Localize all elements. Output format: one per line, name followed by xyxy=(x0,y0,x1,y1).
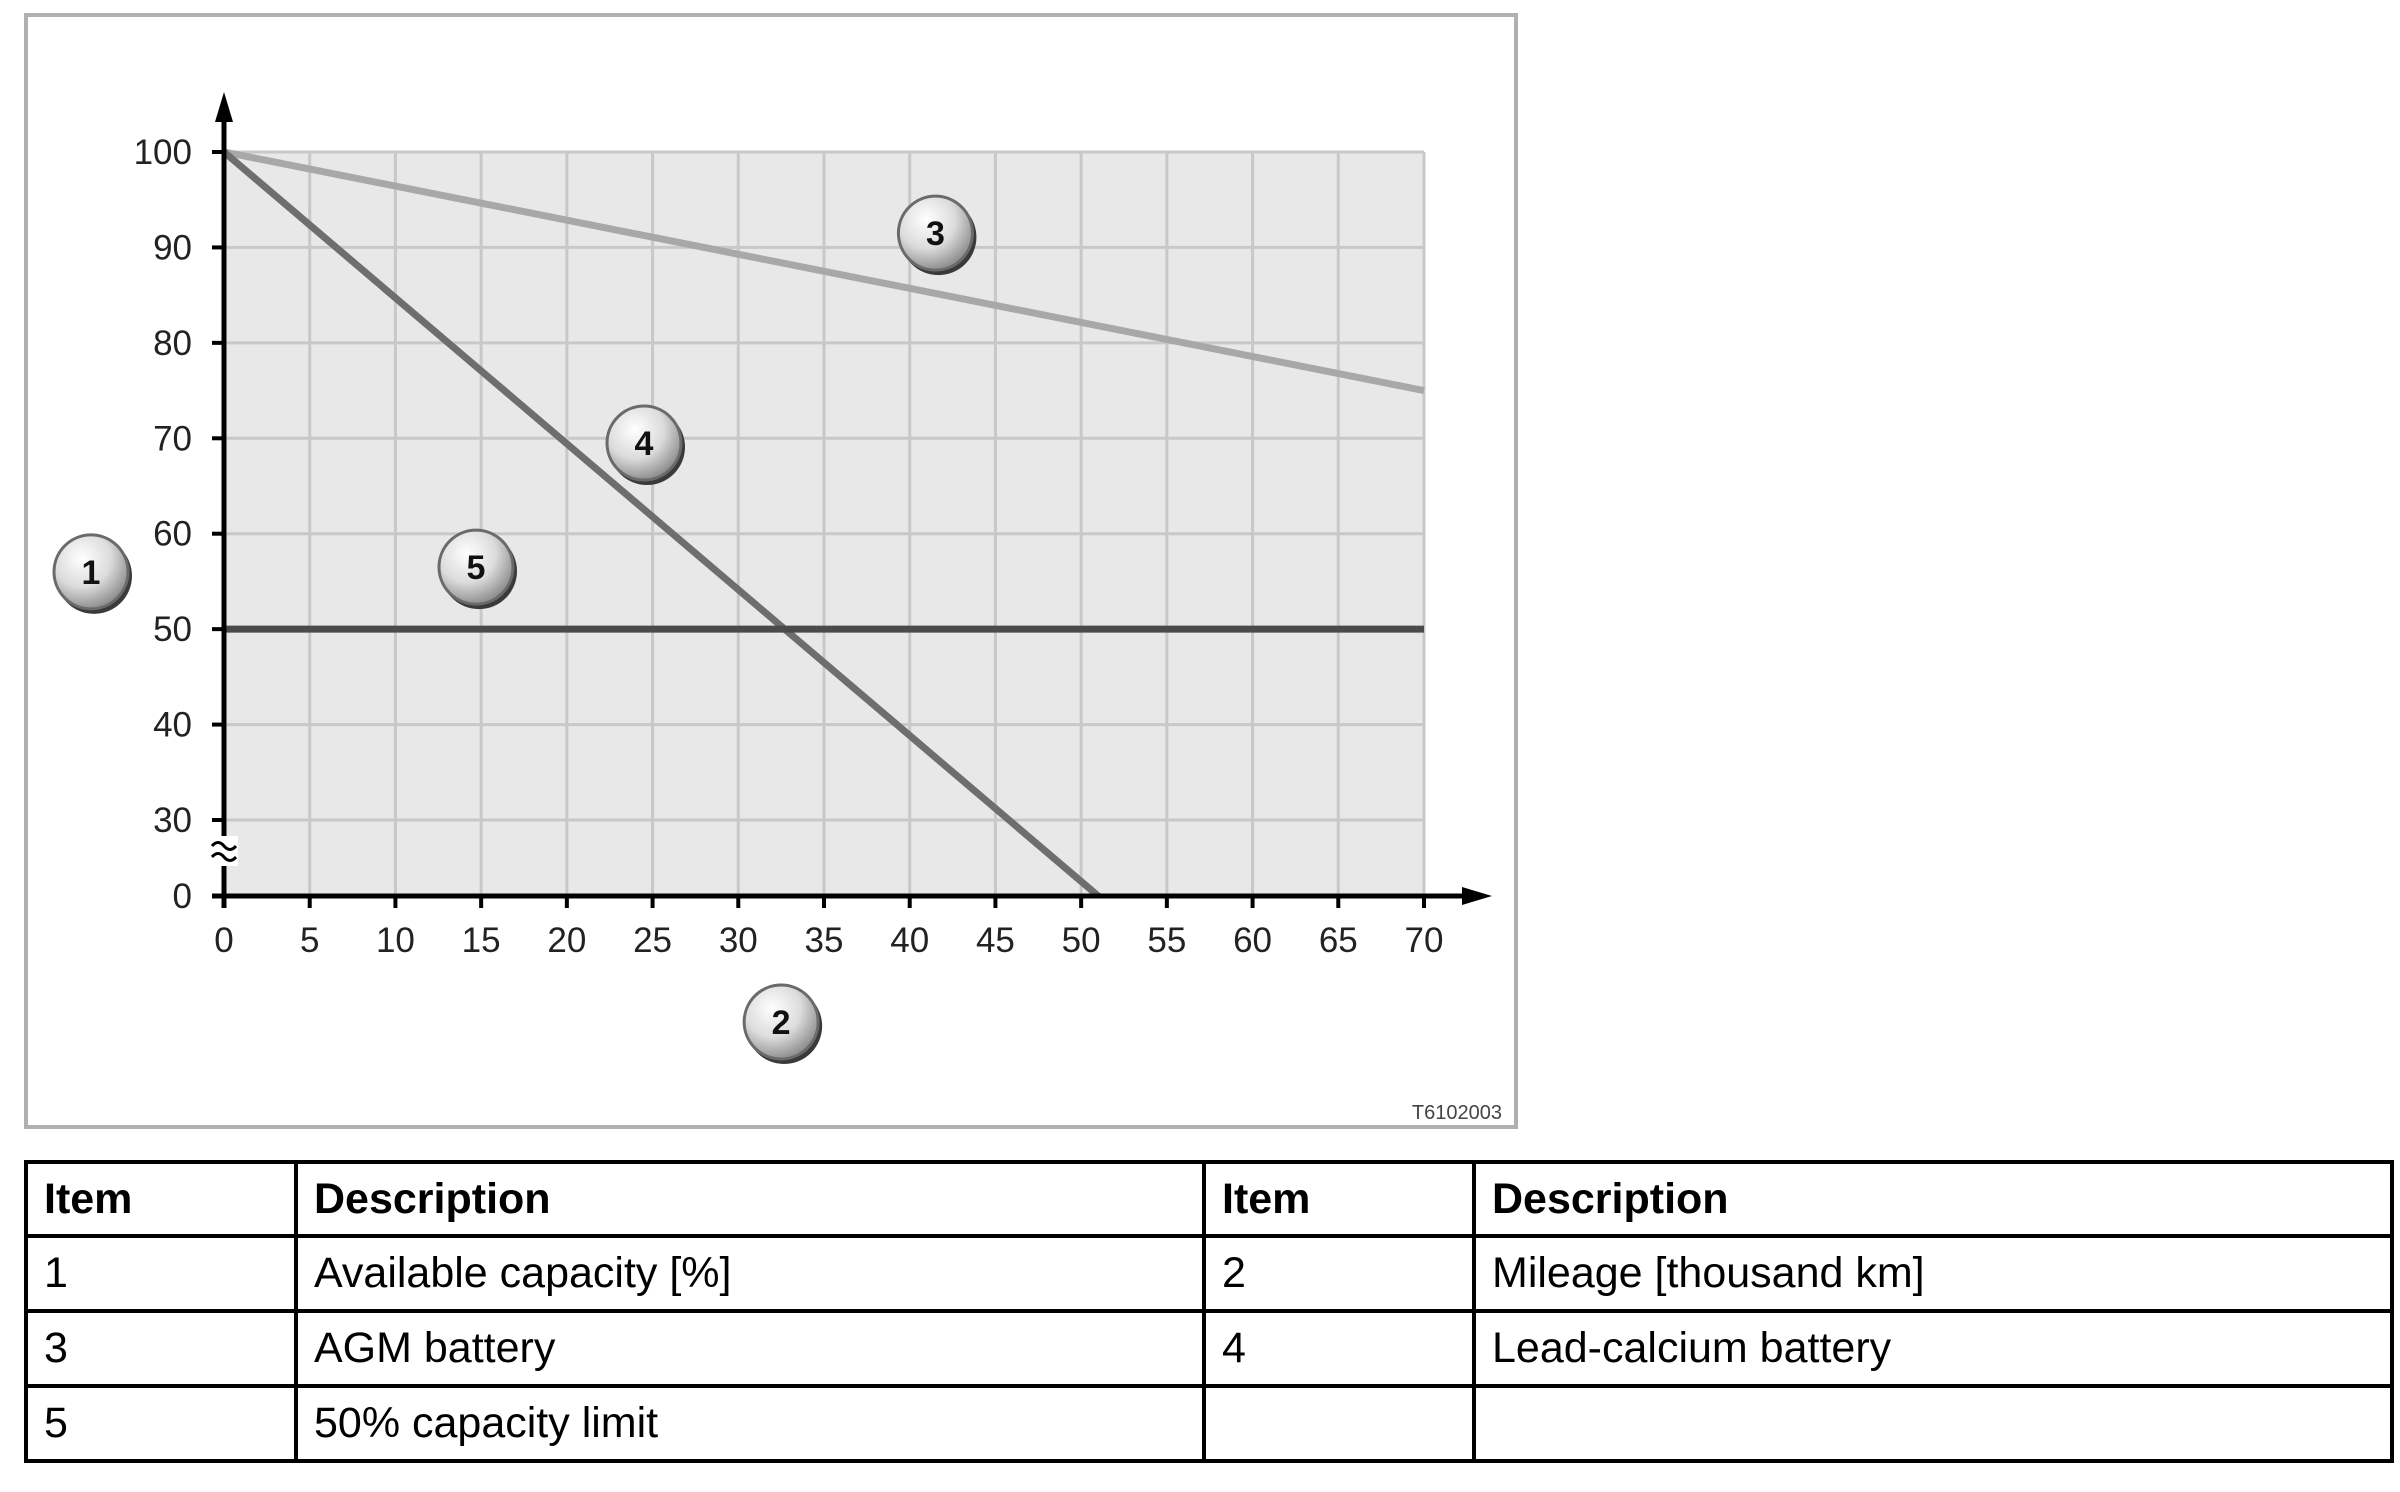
item-description: Available capacity [%] xyxy=(296,1236,1204,1311)
item-number: 1 xyxy=(26,1236,296,1311)
y-tick-label: 100 xyxy=(133,133,192,172)
x-tick-label: 35 xyxy=(804,921,844,960)
item-number: 5 xyxy=(26,1386,296,1461)
x-tick-label: 55 xyxy=(1147,921,1187,960)
x-tick-label: 50 xyxy=(1061,921,1101,960)
header-description: Description xyxy=(296,1162,1204,1236)
item-description xyxy=(1474,1386,2392,1461)
item-description: AGM battery xyxy=(296,1311,1204,1386)
x-tick-label: 10 xyxy=(375,921,415,960)
y-tick-label: 50 xyxy=(153,610,192,650)
figure-code: T6102003 xyxy=(1411,1102,1502,1124)
y-tick-label: 60 xyxy=(153,514,192,554)
callout-label-1: 1 xyxy=(81,553,101,592)
y-tick-label: 40 xyxy=(153,705,192,745)
x-tick-label: 45 xyxy=(975,921,1015,960)
y-tick-label: 70 xyxy=(153,419,192,459)
x-tick-label: 65 xyxy=(1318,921,1358,960)
callout-label-3: 3 xyxy=(925,215,945,254)
item-number: 2 xyxy=(1204,1236,1474,1311)
item-number: 4 xyxy=(1204,1311,1474,1386)
y-tick-label: 0 xyxy=(172,877,192,916)
y-tick-label: 80 xyxy=(153,323,192,363)
x-tick-label: 0 xyxy=(214,921,234,960)
header-item: Item xyxy=(1204,1162,1474,1236)
x-tick-label: 20 xyxy=(547,921,587,960)
y-axis-arrow xyxy=(215,92,233,122)
table-row xyxy=(26,1236,2392,1311)
x-tick-label: 25 xyxy=(633,921,673,960)
item-description: Lead-calcium battery xyxy=(1474,1311,2392,1386)
header-item: Item xyxy=(26,1162,296,1236)
legend-table xyxy=(24,1160,2394,1463)
legend-header-row xyxy=(26,1162,2392,1236)
axis-break-gap xyxy=(210,836,238,866)
header-description: Description xyxy=(1474,1162,2392,1236)
callout-label-4: 4 xyxy=(634,425,654,464)
item-number: 3 xyxy=(26,1311,296,1386)
y-tick-label: 90 xyxy=(153,228,192,268)
x-tick-label: 40 xyxy=(890,921,930,960)
x-tick-label: 60 xyxy=(1233,921,1273,960)
y-tick-label: 30 xyxy=(153,801,192,840)
x-tick-label: 70 xyxy=(1404,921,1444,960)
callout-label-2: 2 xyxy=(771,1004,791,1042)
item-description: 50% capacity limit xyxy=(296,1386,1204,1461)
table-row xyxy=(26,1311,2392,1386)
x-tick-label: 30 xyxy=(718,921,758,960)
callout-label-5: 5 xyxy=(466,549,486,588)
x-tick-label: 5 xyxy=(299,921,320,960)
x-tick-label: 15 xyxy=(461,921,501,960)
item-description: Mileage [thousand km] xyxy=(1474,1236,2392,1311)
table-row xyxy=(26,1386,2392,1461)
item-number xyxy=(1204,1386,1474,1461)
x-axis-arrow xyxy=(1462,887,1492,905)
